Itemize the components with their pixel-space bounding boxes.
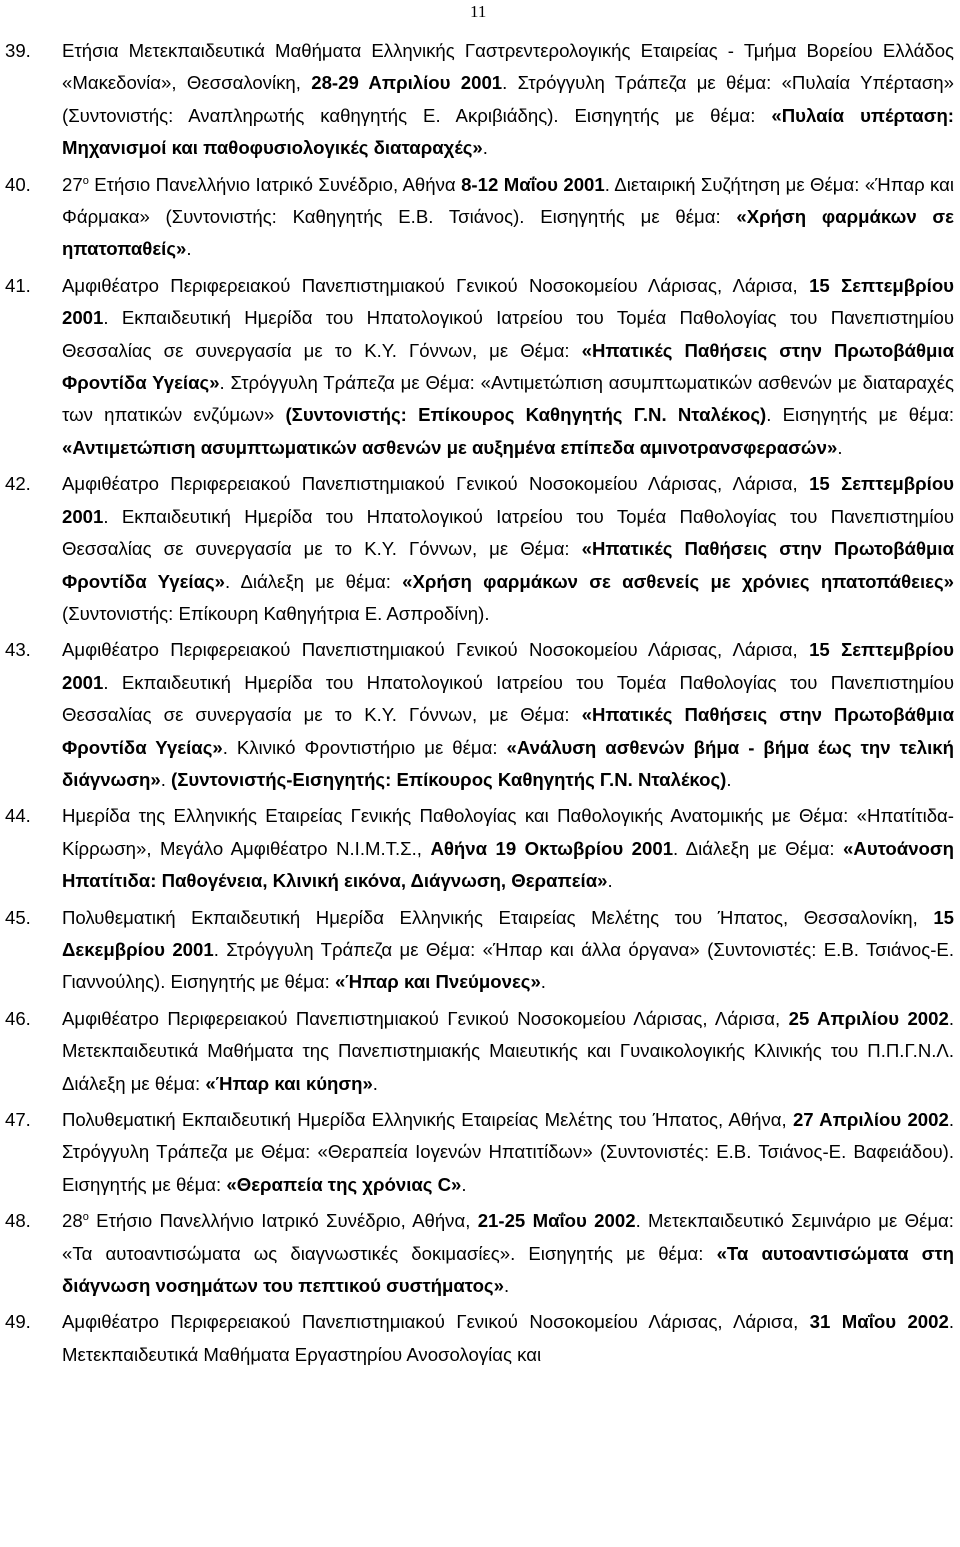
entry-number: 48. <box>5 1210 31 1232</box>
entry-text: . <box>482 137 488 159</box>
entry-text: . Διάλεξη με Θέμα: <box>673 837 844 859</box>
entry-text-bold: 25 Απριλίου 2002 <box>788 1007 949 1029</box>
entry-text-bold: 15 Δεκεμβρίου 2001 <box>62 906 954 960</box>
entry-text-bold: «Χρήση φαρμάκων σε ηπατοπαθείς» <box>62 206 954 260</box>
entry-number: 42. <box>5 473 31 495</box>
entry-list <box>0 35 960 1371</box>
list-item <box>0 1205 960 1302</box>
list-item <box>0 1104 960 1201</box>
entry-text-bold: «Χρήση φαρμάκων σε ασθενείς με χρόνιες ηπατοπάθειες» <box>402 570 954 592</box>
entry-number: 40. <box>5 173 31 195</box>
entry-text: Ετήσιο Πανελλήνιο Ιατρικό Συνέδριο, Αθήνα <box>88 173 462 195</box>
entry-text: . <box>461 1173 467 1195</box>
entry-text: . Εισηγητής με θέμα: <box>766 404 954 426</box>
entry-text: Αμφιθέατρο Περιφερειακού Πανεπιστημιακού Γενικού Νοσοκομείου Λάρισας, Λάρισα, <box>62 639 810 661</box>
entry-text: . Μετεκπαιδευτικά Μαθήματα της Πανεπιστημιακής Μαιευτικής και Γυναικολογικής Κλινικής του Π.Π.Γ.Ν.Λ. Διάλεξη με θέμα: <box>62 1007 954 1094</box>
entry-number: 45. <box>5 906 31 928</box>
entry-text: . <box>160 768 172 790</box>
page-number: 11 <box>470 2 487 21</box>
entry-text-bold: «Τα αυτοαντισώματα στη διάγνωση νοσημάτων του πεπτικού συστήματος» <box>62 1242 955 1297</box>
entry-text: Αμφιθέατρο Περιφερειακού Πανεπιστημιακού Γενικού Νοσοκομείου Λάρισας, Λάρισα, <box>62 1311 810 1333</box>
entry-text: (Συντονιστής: Επίκουρη Καθηγήτρια Ε. Ασπροδίνη). <box>62 602 490 624</box>
entry-text-bold: «Αντιμετώπιση ασυμπτωματικών ασθενών με αυξημένα επίπεδα αμινοτρανσφερασών» <box>62 436 838 458</box>
list-item <box>0 800 960 897</box>
entry-text: Ετήσια Μετεκπαιδευτικά Μαθήματα Ελληνικής Γαστρεντερολογικής Εταιρείας - Τμήμα Βορείου Ελλάδος «Μακεδονία», Θεσσαλονίκη, <box>62 40 954 94</box>
entry-text-bold: 15 Σεπτεμβρίου 2001 <box>62 473 954 527</box>
entry-text: Πολυθεματική Εκπαιδευτική Ημερίδα Ελληνικής Εταιρείας Μελέτης του Ήπατος, Θεσσαλονίκη, <box>62 906 934 928</box>
entry-text-bold: 21-25 Μαΐου 2002 <box>477 1210 636 1232</box>
entry-text-bold: 28-29 Απριλίου 2001 <box>311 72 503 94</box>
entry-text-bold: «Ηπατικές Παθήσεις στην Πρωτοβάθμια Φροντίδα Υγείας» <box>62 538 955 592</box>
entry-text: . Εκπαιδευτική Ημερίδα του Ηπατολογικού Ιατρείου του Τομέα Παθολογίας του Πανεπιστημίου Θεσσαλίας σε συνεργασία με το Κ.Υ. Γόννων, με Θέμα: <box>62 307 954 361</box>
entry-text-bold: 8-12 Μαΐου 2001 <box>461 173 605 195</box>
list-item <box>0 1306 960 1371</box>
entry-text: Πολυθεματική Εκπαιδευτική Ημερίδα Ελληνικής Εταιρείας Μελέτης του Ήπατος, Αθήνα, <box>62 1109 793 1130</box>
entry-text: . <box>837 436 843 458</box>
entry-text-bold: «Θεραπεία της χρόνιας C» <box>226 1173 462 1195</box>
entry-text-bold: Αθήνα 19 Οκτωβρίου 2001 <box>430 837 674 859</box>
list-item <box>0 902 960 999</box>
entry-number: 39. <box>5 40 31 61</box>
entry-text: Αμφιθέατρο Περιφερειακού Πανεπιστημιακού Γενικού Νοσοκομείου Λάρισας, Λάρισα, <box>62 1007 789 1029</box>
list-item <box>0 35 960 165</box>
entry-text-bold: «Αυτοάνοση Ηπατίτιδα: Παθογένεια, Κλινική εικόνα, Διάγνωση, Θεραπεία» <box>62 837 954 892</box>
entry-text: . Στρόγγυλη Τράπεζα με θέμα: «Πυλαία Υπέρταση» (Συντονιστής: Αναπληρωτής καθηγητής Ε. Ακριβιάδης). Εισηγητής με θέμα: <box>62 72 954 126</box>
list-item <box>0 634 960 796</box>
entry-text: . <box>540 971 546 993</box>
entry-text: . Διάλεξη με θέμα: <box>225 570 403 592</box>
entry-text-bold: «Ανάλυση ασθενών βήμα - βήμα έως την τελική διάγνωση» <box>62 736 954 790</box>
entry-number: 44. <box>5 805 31 827</box>
entry-text: . Εκπαιδευτική Ημερίδα του Ηπατολογικού Ιατρείου του Τομέα Παθολογίας του Πανεπιστημίου Θεσσαλίας σε συνεργασία με το Κ.Υ. Γόννων, με Θέμα: <box>62 505 954 560</box>
entry-text-bold: 27 Απριλίου 2002 <box>792 1109 949 1130</box>
entry-text: . Διεταιρική Συζήτηση με Θέμα: «Ήπαρ και Φάρμακα» (Συντονιστής: Καθηγητής Ε.Β. Τσιάνος). Εισηγητής με θέμα: <box>62 173 955 228</box>
entry-text: . Κλινικό Φροντιστήριο με θέμα: <box>222 736 507 758</box>
entry-number: 47. <box>5 1109 31 1130</box>
entry-text-bold: «Ήπαρ και Πνεύμονες» <box>334 971 541 993</box>
entry-number: 49. <box>5 1311 31 1333</box>
entry-number: 43. <box>5 639 31 661</box>
entry-text: ο <box>82 1211 89 1224</box>
entry-text: . Μετεκπαιδευτικά Μαθήματα Εργαστηρίου Ανοσολογίας και <box>62 1311 954 1365</box>
entry-text: Ετήσιο Πανελλήνιο Ιατρικό Συνέδριο, Αθήνα, <box>88 1210 478 1232</box>
entry-text-bold: «Ηπατικές Παθήσεις στην Πρωτοβάθμια Φροντίδα Υγείας» <box>62 339 955 394</box>
entry-text: . Στρόγγυλη Τράπεζα με Θέμα: «Θεραπεία Ιογενών Ηπατιτίδων» (Συντονιστές: Ε.Β. Τσιάνος-Ε. Βαφειάδου). Εισηγητής με θέμα: <box>62 1109 954 1195</box>
entry-text-bold: (Συντονιστής-Εισηγητής: Επίκουρος Καθηγητής Γ.Ν. Νταλέκος) <box>171 768 727 790</box>
entry-text-bold: «Ηπατικές Παθήσεις στην Πρωτοβάθμια Φροντίδα Υγείας» <box>62 704 955 758</box>
entry-text-bold: 15 Σεπτεμβρίου 2001 <box>62 639 954 693</box>
entry-number: 46. <box>5 1007 31 1029</box>
entry-text-bold: (Συντονιστής: Επίκουρος Καθηγητής Γ.Ν. Νταλέκος) <box>285 404 767 426</box>
list-item <box>0 270 960 464</box>
entry-text-bold: «Ήπαρ και κύηση» <box>205 1072 373 1094</box>
entry-text: . Στρόγγυλη Τράπεζα με Θέμα: «Αντιμετώπιση ασυμπτωματικών ασθενών με διαταραχές των ηπατικών ενζύμων» <box>62 372 954 426</box>
entry-text: Ημερίδα της Ελληνικής Εταιρείας Γενικής Παθολογίας και Παθολογικής Ανατομικής με Θέμα: «Ηπατίτιδα-Κίρρωση», Μεγάλο Αμφιθέατρο Ν.Ι.Μ.Τ.Σ., <box>62 805 954 859</box>
entry-text: 27 <box>62 173 83 195</box>
entry-text: . <box>372 1072 378 1094</box>
entry-text-bold: 31 Μαΐου 2002 <box>809 1311 949 1333</box>
entry-text-bold: 15 Σεπτεμβρίου 2001 <box>62 274 954 329</box>
entry-text: . Στρόγγυλη Τράπεζα με Θέμα: «Ήπαρ και άλλα όργανα» (Συντονιστές: Ε.Β. Τσιάνος-Ε. Γιαννούλης). Εισηγητής με θέμα: <box>62 938 954 993</box>
entry-text-bold: «Πυλαία υπέρταση: Μηχανισμοί και παθοφυσιολογικές διαταραχές» <box>62 104 954 159</box>
entry-text: . <box>503 1275 510 1297</box>
entry-text: ο <box>82 174 89 187</box>
list-item <box>0 468 960 630</box>
entry-text: . <box>726 768 732 790</box>
entry-text: . Εκπαιδευτική Ημερίδα του Ηπατολογικού Ιατρείου του Τομέα Παθολογίας του Πανεπιστημίου Θεσσαλίας σε συνεργασία με το Κ.Υ. Γόννων, με Θέμα: <box>62 671 954 726</box>
list-item <box>0 1003 960 1100</box>
entry-text: . <box>607 870 613 892</box>
entry-text: . Μετεκπαιδευτικό Σεμινάριο με Θέμα: «Τα αυτοαντισώματα ως διαγνωστικές δοκιμασίες». Εισηγητής με θέμα: <box>62 1210 954 1264</box>
entry-number: 41. <box>5 274 31 296</box>
entry-text: Αμφιθέατρο Περιφερειακού Πανεπιστημιακού Γενικού Νοσοκομείου Λάρισας, Λάρισα, <box>62 274 810 296</box>
entry-text: Αμφιθέατρο Περιφερειακού Πανεπιστημιακού Γενικού Νοσοκομείου Λάρισας, Λάρισα, <box>62 473 810 495</box>
entry-text: 28 <box>62 1210 83 1232</box>
list-item <box>0 169 960 266</box>
entry-text: . <box>186 238 192 260</box>
